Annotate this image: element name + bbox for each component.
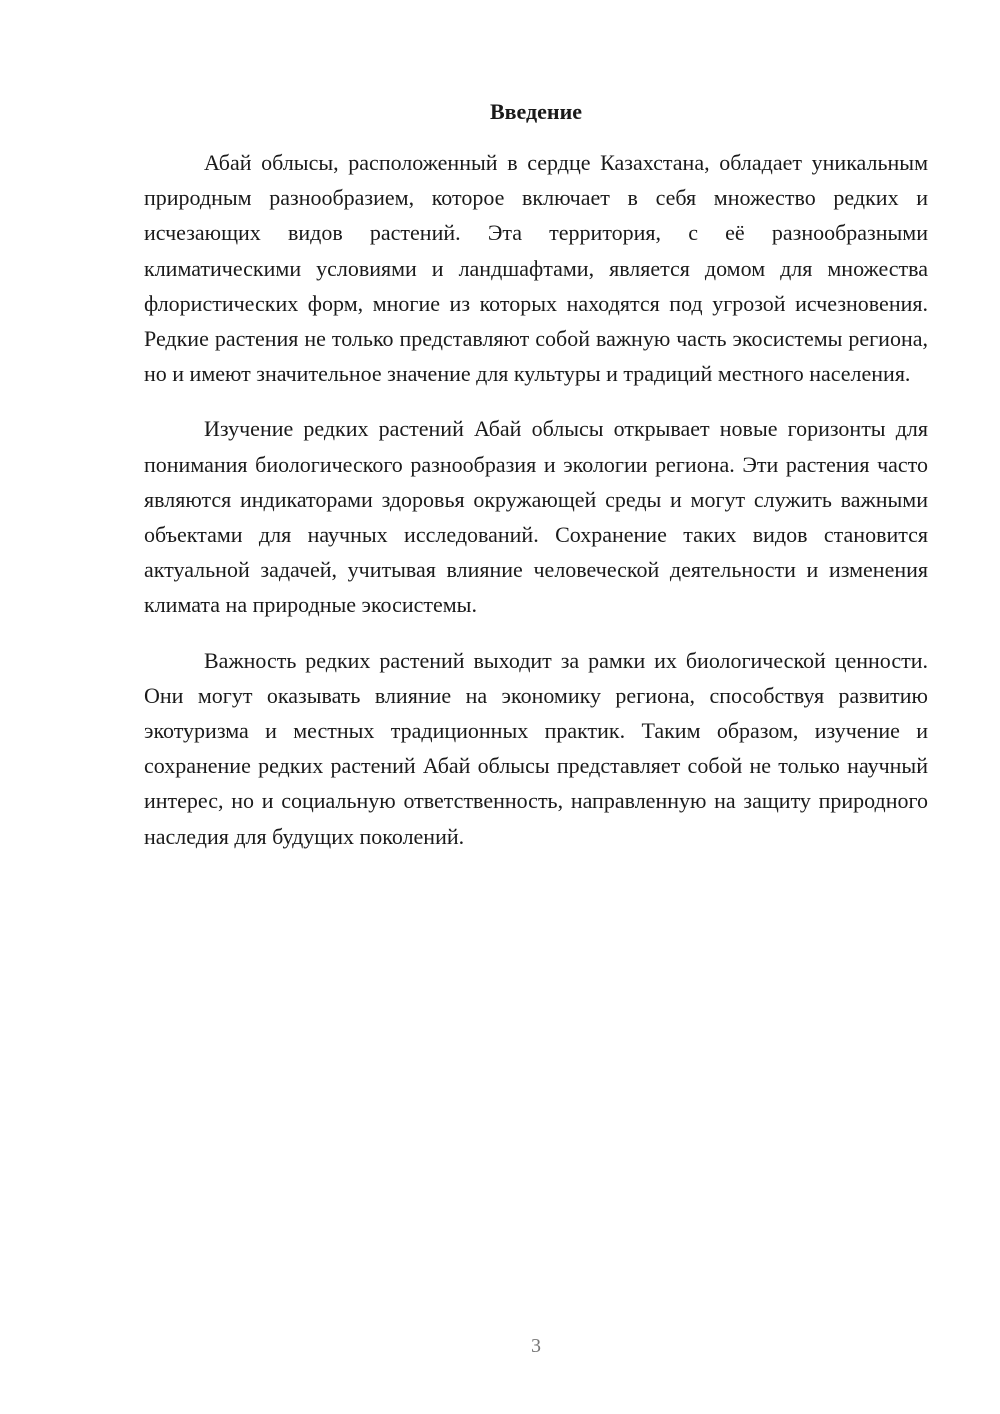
paragraph-3: Важность редких растений выходит за рамки их биологической ценности. Они могут оказывать влияние на экономику региона, способствуя развитию экотуризма и местных традиционных практик. Таким образом, изучение и сохранение редких растений Абай облысы представляет собой не только научный интерес, но и социальную ответственность, направленную на защиту природного наследия для будущих поколений. bbox=[144, 647, 928, 849]
page-number: 3 bbox=[531, 1335, 541, 1357]
paragraph-2: Изучение редких растений Абай облысы открывает новые горизонты для понимания биологического разнообразия и экологии региона. Эти растения часто являются индикаторами здоровья окружающей среды и могут служить важными объектами для научных исследований. Сохранение таких видов становится актуальной задачей, учитывая влияние человеческой деятельности и изменения климата на природные экосистемы. bbox=[144, 416, 928, 618]
section-title: Введение bbox=[489, 99, 583, 124]
paragraph-1: Абай облысы, расположенный в сердце Казахстана, обладает уникальным природным разнообразием, которое включает в себя множество редких и исчезающих видов растений. Эта территория, с её разнообразными климатическими условиями и ландшафтами, является домом для множества флористических форм, многие из которых находятся под угрозой исчезновения. Редкие растения не только представляют собой важную часть экосистемы региона, но и имеют значительное значение для культуры и традиций местного населения. bbox=[144, 150, 928, 387]
page-content bbox=[144, 97, 928, 874]
